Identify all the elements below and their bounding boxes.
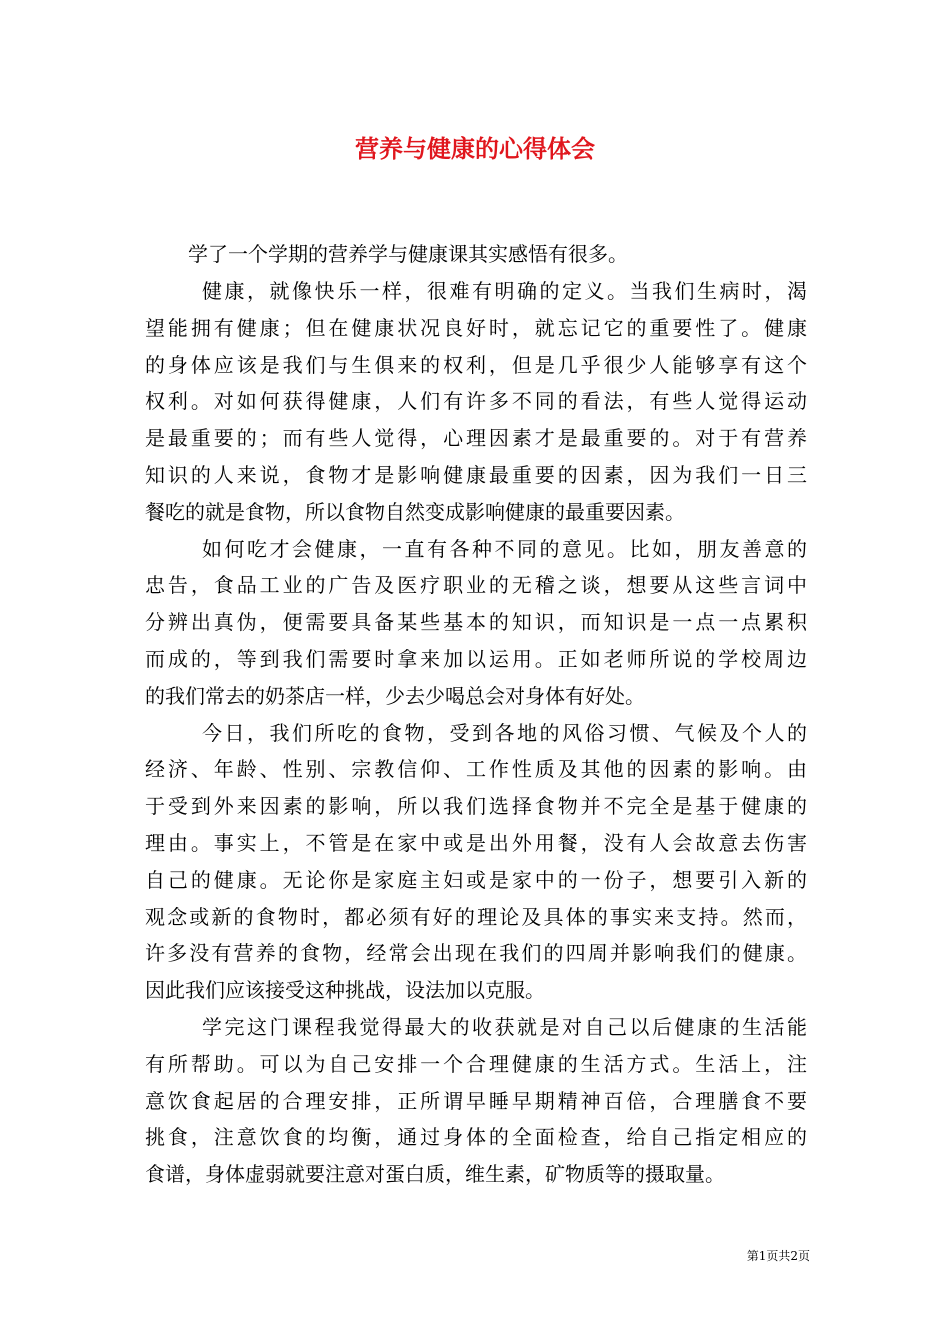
- page-title: 营养与健康的心得体会: [355, 134, 595, 163]
- paragraph-2: [145, 531, 807, 715]
- document-body: [145, 236, 807, 1193]
- paragraph-line: 自己的健康。无论你是家庭主妇或是家中的一份子，想要引入新的: [145, 867, 807, 892]
- paragraph-line: 有所帮助。可以为自己安排一个合理健康的生活方式。生活上，注: [145, 1051, 807, 1076]
- paragraph-line: 忠告，食品工业的广告及医疗职业的无稽之谈，想要从这些言词中: [145, 573, 807, 598]
- paragraph-line: 理由。事实上，不管是在家中或是出外用餐，没有人会故意去伤害: [145, 830, 807, 855]
- paragraph-line: 学完这门课程我觉得最大的收获就是对自己以后健康的生活能: [202, 1014, 807, 1039]
- paragraph-line: 的身体应该是我们与生俱来的权利，但是几乎很少人能够享有这个: [145, 352, 807, 377]
- paragraph-line: 的我们常去的奶茶店一样，少去少喝总会对身体有好处。: [145, 683, 645, 708]
- paragraph-line: 食谱，身体虚弱就要注意对蛋白质，维生素，矿物质等的摄取量。: [145, 1162, 725, 1187]
- paragraph-line: 望能拥有健康；但在健康状况良好时，就忘记它的重要性了。健康: [145, 315, 807, 340]
- paragraph-1: [145, 273, 807, 531]
- paragraph-line: 权利。对如何获得健康，人们有许多不同的看法，有些人觉得运动: [145, 389, 807, 414]
- paragraph-line: 分辨出真伪，便需要具备某些基本的知识，而知识是一点一点累积: [145, 610, 807, 635]
- paragraph-line: 是最重要的；而有些人觉得，心理因素才是最重要的。对于有营养: [145, 426, 807, 451]
- paragraph-line: 健康，就像快乐一样，很难有明确的定义。当我们生病时，渴: [202, 279, 807, 303]
- paragraph-line: 于受到外来因素的影响，所以我们选择食物并不完全是基于健康的: [145, 794, 807, 819]
- paragraph-line: 挑食，注意饮食的均衡，通过身体的全面检查，给自己指定相应的: [145, 1125, 807, 1150]
- paragraph-line: 经济、年龄、性别、宗教信仰、工作性质及其他的因素的影响。由: [145, 757, 807, 782]
- paragraph-line: 意饮食起居的合理安排，正所谓早睡早期精神百倍，合理膳食不要: [145, 1088, 807, 1113]
- page-footer: 第1页共2页: [746, 1249, 810, 1263]
- intro-paragraph: 学了一个学期的营养学与健康课其实感悟有很多。: [188, 242, 628, 266]
- paragraph-line: 知识的人来说，食物才是影响健康最重要的因素，因为我们一日三: [145, 462, 807, 487]
- paragraph-line: 因此我们应该接受这种挑战，设法加以克服。: [145, 978, 545, 1003]
- paragraph-line: 许多没有营养的食物，经常会出现在我们的四周并影响我们的健康。: [145, 941, 807, 966]
- paragraph-4: [145, 1009, 807, 1193]
- paragraph-line: 如何吃才会健康，一直有各种不同的意见。比如，朋友善意的: [202, 536, 807, 561]
- paragraph-line: 今日，我们所吃的食物，受到各地的风俗习惯、气候及个人的: [202, 720, 807, 745]
- paragraph-line: 而成的，等到我们需要时拿来加以运用。正如老师所说的学校周边: [145, 646, 807, 671]
- paragraph-line: 餐吃的就是食物，所以食物自然变成影响健康的最重要因素。: [145, 499, 685, 524]
- paragraph-line: 观念或新的食物时，都必须有好的理论及具体的事实来支持。然而，: [145, 904, 807, 929]
- paragraph-3: [145, 715, 807, 1009]
